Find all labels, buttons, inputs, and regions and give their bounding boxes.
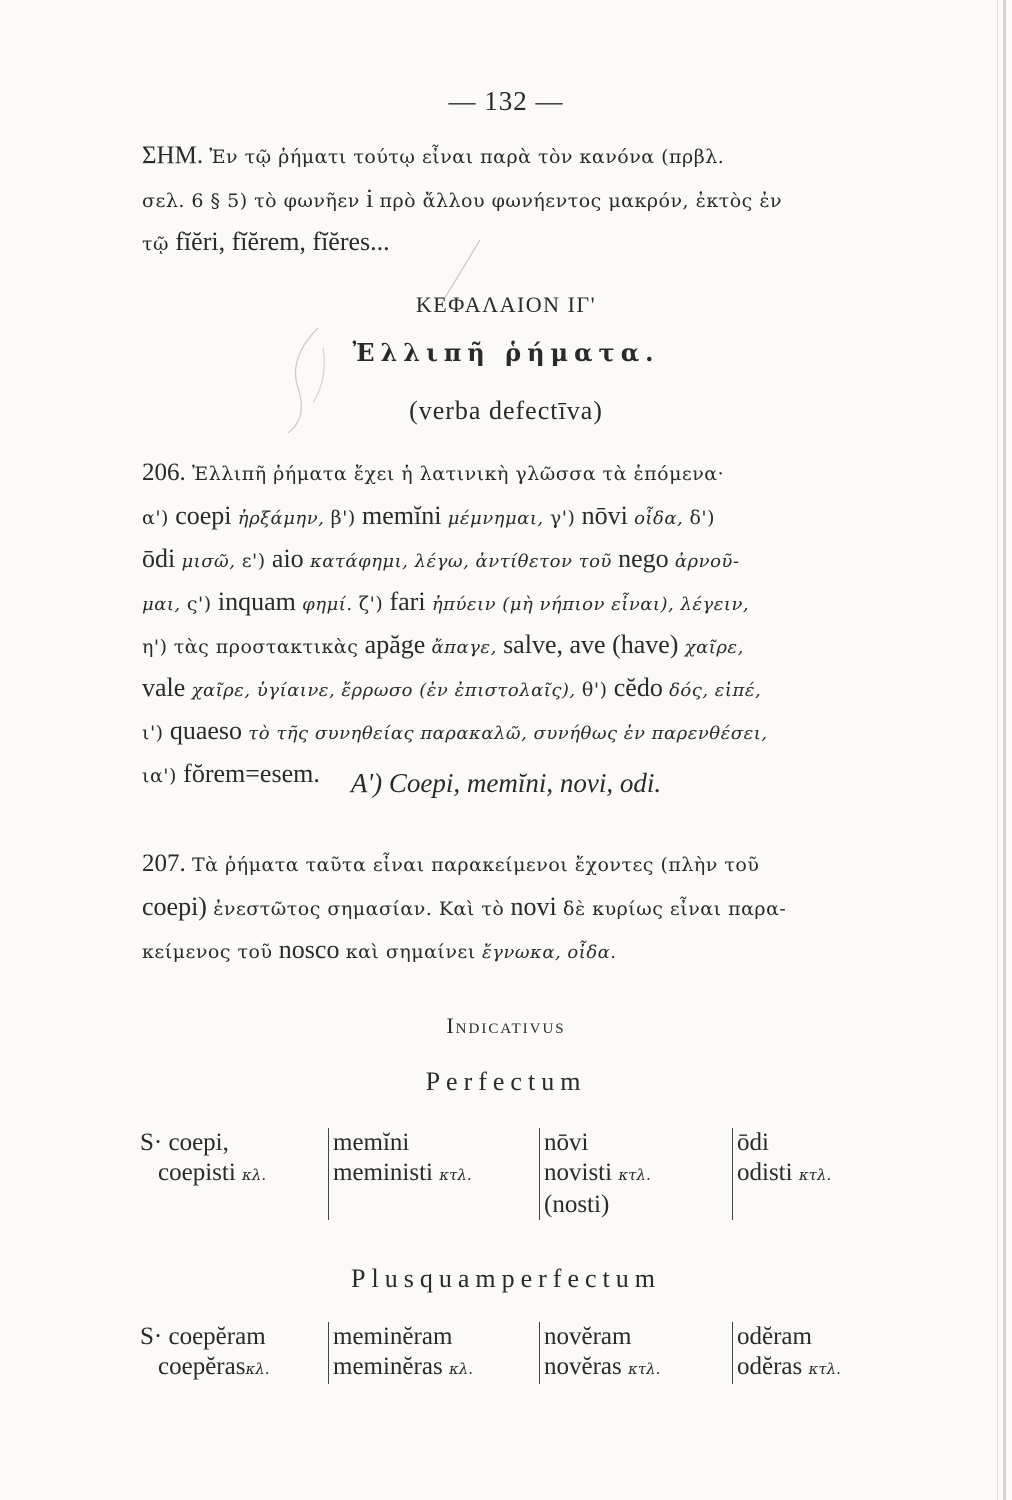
table-row: S· coepi, memĭni nōvi ōdi bbox=[140, 1128, 907, 1158]
tense-heading-perfectum: Perfectum bbox=[425, 1067, 587, 1096]
chapter-title: Ἐλλιπῆ ῥήματα. bbox=[352, 338, 660, 367]
note-label: ΣΗΜ. bbox=[142, 142, 204, 169]
table-row: coepisti κλ. meministi κτλ. novisti κτλ. odisti κτλ. bbox=[140, 1158, 907, 1190]
chapter-subtitle: (verba defectīva) bbox=[409, 396, 603, 425]
plusquamperfectum-table bbox=[140, 1322, 907, 1384]
section-206: 206. Ἐλλιπῆ ῥήματα ἔχει ἡ λατινικὴ γλῶσσα τὰ ἑπόμενα· α') coepi ἠρξάμην, β') memĭni μέμνημαι, γ') nōvi οἶδα, δ') ōdi μισῶ, ε') aio κατάφημι, λέγω, ἀντίθετον τοῦ nego ἀρνοῦ- μαι, ς') inquam φημί. ζ') fari ἠπύειν (μὴ νήπιον εἶναι), λέγειν, η') τὰς προστακτικὰς apăge ἄπαγε, salve, ave (have) χαῖρε, vale χαῖρε, ὑγίαινε, ἔρρωσο (ἐν ἐπιστολαῖς), θ') cĕdo δός, εἰπέ, ι') quaeso τὸ τῆς συνηθείας παρακαλῶ, συνήθως ἐν παρενθέσει, ια') fŏrem=esem. bbox=[142, 459, 768, 788]
section-207: 207. Τὰ ῥήματα ταῦτα εἶναι παρακείμενοι ἔχοντες (πλὴν τοῦ coepi) ἐνεστῶτος σημασίαν. Καὶ τὸ novi δὲ κυρίως εἶναι παρα- κείμενος τοῦ nosco καὶ σημαίνει ἔγνωκα, οἶδα. bbox=[142, 850, 787, 964]
table-row: coepĕrasκλ. meminĕras κλ. novĕras κτλ. odĕras κτλ. bbox=[140, 1352, 907, 1384]
tense-heading-plusquamperfectum: Plusquamperfectum bbox=[351, 1264, 661, 1293]
perfectum-table bbox=[140, 1128, 907, 1220]
subsection-heading: Α') Coepi, memĭni, novi, odi. bbox=[350, 768, 662, 798]
page-number: — 132 — bbox=[448, 86, 564, 116]
table-row: S· coepĕram meminĕram novĕram odĕram bbox=[140, 1322, 907, 1352]
mood-heading: Indicativus bbox=[446, 1013, 566, 1038]
note-paragraph: ΣΗΜ. Ἐν τῷ ῥήματι τούτῳ εἶναι παρὰ τὸν κανόνα (πρβλ. σελ. 6 § 5) τὸ φωνῆεν i πρὸ ἄλλου φωνήεντος μακρόν, ἐκτὸς ἐν τῷ fĭĕri, fĭĕrem, fĭĕres... bbox=[142, 142, 783, 256]
chapter-label: ΚΕΦΑΛΑΙΟΝ ΙΓ' bbox=[415, 292, 597, 317]
table-row: (nosti) bbox=[140, 1190, 907, 1220]
